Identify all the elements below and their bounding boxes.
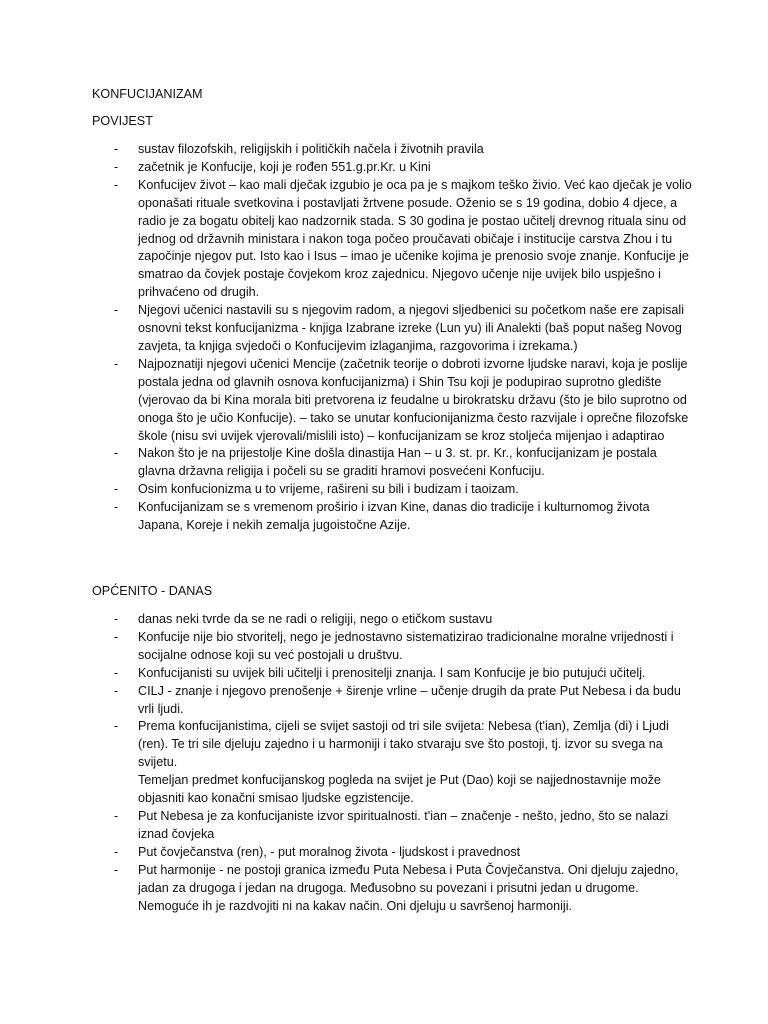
list-item: - CILJ - znanje i njegovo prenošenje + širenje vrline – učenje drugih da prate Put Nebesa i da budu vrli ljudi. (114, 683, 681, 716)
list-item: - Prema konfucijanistima, cijeli se svijet sastoji od tri sile svijeta: Nebesa (t'ian), Zemlja (di) i Ljudi (ren). Te tri sile djeluju zajedno i u harmoniji i tako stvaraju sve što postoji, tj. izvor su svega na svijetu. Temeljan predmet konfucijanskog pogleda na svijet je Put (Dao) koji se najjednostavnije može objasniti kao konačni smisao ljudske egzistencije. (92, 718, 692, 808)
list-item: - Konfucije nije bio stvoritelj, nego je jednostavno sistematizirao tradicionalne moralne vrijednosti i socijalne odnose koji su već postojali u društvu. (114, 629, 674, 662)
list-item: - Konfucijanizam se s vremenom proširio i izvan Kine, danas dio tradicije i kulturnomog života Japana, Koreje i nekih zemalja jugoistočne Azije. (114, 500, 650, 533)
list-item-continuation: Temeljan predmet konfucijanskog pogleda na svijet je Put (Dao) koji se najjednostavnije može objasniti kao konačni smisao ljudske egzistencije. (138, 773, 661, 806)
list-item: - Nakon što je na prijestolje Kine došla dinastija Han – u 3. st. pr. Kr., konfucijanizam je postala glavna državna religija i počeli su se graditi hramovi posvećeni Konfuciju. (114, 446, 657, 479)
list-item: - Najpoznatiji njegovi učenici Mencije (začetnik teorije o dobroti izvorne ljudske naravi, koja je poslije postala jedna od glavnih osnova konfucijanizma) i Shin Tsu koji je podupirao suprotno gledište (vjerovao da bi Kina morala biti pretvorena iz feudalne u birokratsku državu (što je bilo suprotno od onoga što je učio Konfucije). – tako se unutar konfucionijanizma često razvijale i oprečne filozofske škole (nisu svi uvijek vjerovali/mislili isto) – konfucijanizam se kroz stoljeća mijenjao i adaptirao (114, 356, 689, 443)
list-item: - Konfucijanisti su uvijek bili učitelji i prenositelji znanja. I sam Konfucije je bio putujući učitelj. (114, 665, 646, 680)
list-item: - Njegovi učenici nastavili su s njegovim radom, a njegovi sljedbenici su početkom naše ere zapisali osnovni tekst konfucijanizma - knjiga Izabrane izreke (Lun yu) ili Analekti (baš poput našeg Novog zavjeta, ta knjiga svjedoči o Konfucijevim izlaganjima, razgovorima i izrekama.) (114, 303, 685, 353)
section-heading-opcenito: OPĆENITO - DANAS (92, 584, 213, 598)
document-title: KONFUCIJANIZAM (92, 87, 203, 101)
list-item: - začetnik je Konfucije, koji je rođen 551.g.pr.Kr. u Kini (114, 159, 431, 174)
list-item: - Konfucijev život – kao mali dječak izgubio je oca pa je s majkom teško živio. Već kao dječak je volio oponašati rituale svetkovina i postavljati žrtvene posude. Oženio se s 19 godina, dobio 4 djece, a radio je za bogatu obitelj kao nadzornik stada. S 30 godina je postao učitelj drevnog rituala sinu od jednog od državnih ministara i nakon toga počeo proučavati običaje i institucije carstva Zhou i tu započinje njegov put. Isto kao i Isus – imao je učenike kojima je prenosio svoje znanje. Konfucije je smatrao da čovjek postaje čovjekom kroz zajednicu. Njegovo učenje nije uvijek bilo uspješno i prihvaćeno od drugih. (114, 177, 692, 300)
opcenito-list (92, 611, 692, 915)
list-item: - Put Nebesa je za konfucijaniste izvor spiritualnosti. t'ian – značenje - nešto, jedno, što se nalazi iznad čovjeka (114, 808, 669, 841)
povijest-list (92, 141, 692, 535)
list-item: - Put čovječanstva (ren), - put moralnog života - ljudskost i pravednost (114, 844, 521, 859)
list-item: - Osim konfucionizma u to vrijeme, rašireni su bili i budizam i taoizam. (114, 482, 519, 497)
list-item: - sustav filozofskih, religijskih i političkih načela i životnih pravila (114, 142, 484, 156)
section-heading-povijest: POVIJEST (92, 114, 153, 128)
list-item: - danas neki tvrde da se ne radi o religiji, nego o etičkom sustavu (114, 612, 493, 626)
list-item: - Put harmonije - ne postoji granica između Puta Nebesa i Puta Čovječanstva. Oni djeluju zajedno, jadan za drugoga i jedan na drugoga. Međusobno su povezani i prisutni jedan u drugome. Nemoguće ih je razdvojiti ni na kakav način. Oni djeluju u savršenoj harmoniji. (114, 862, 679, 913)
